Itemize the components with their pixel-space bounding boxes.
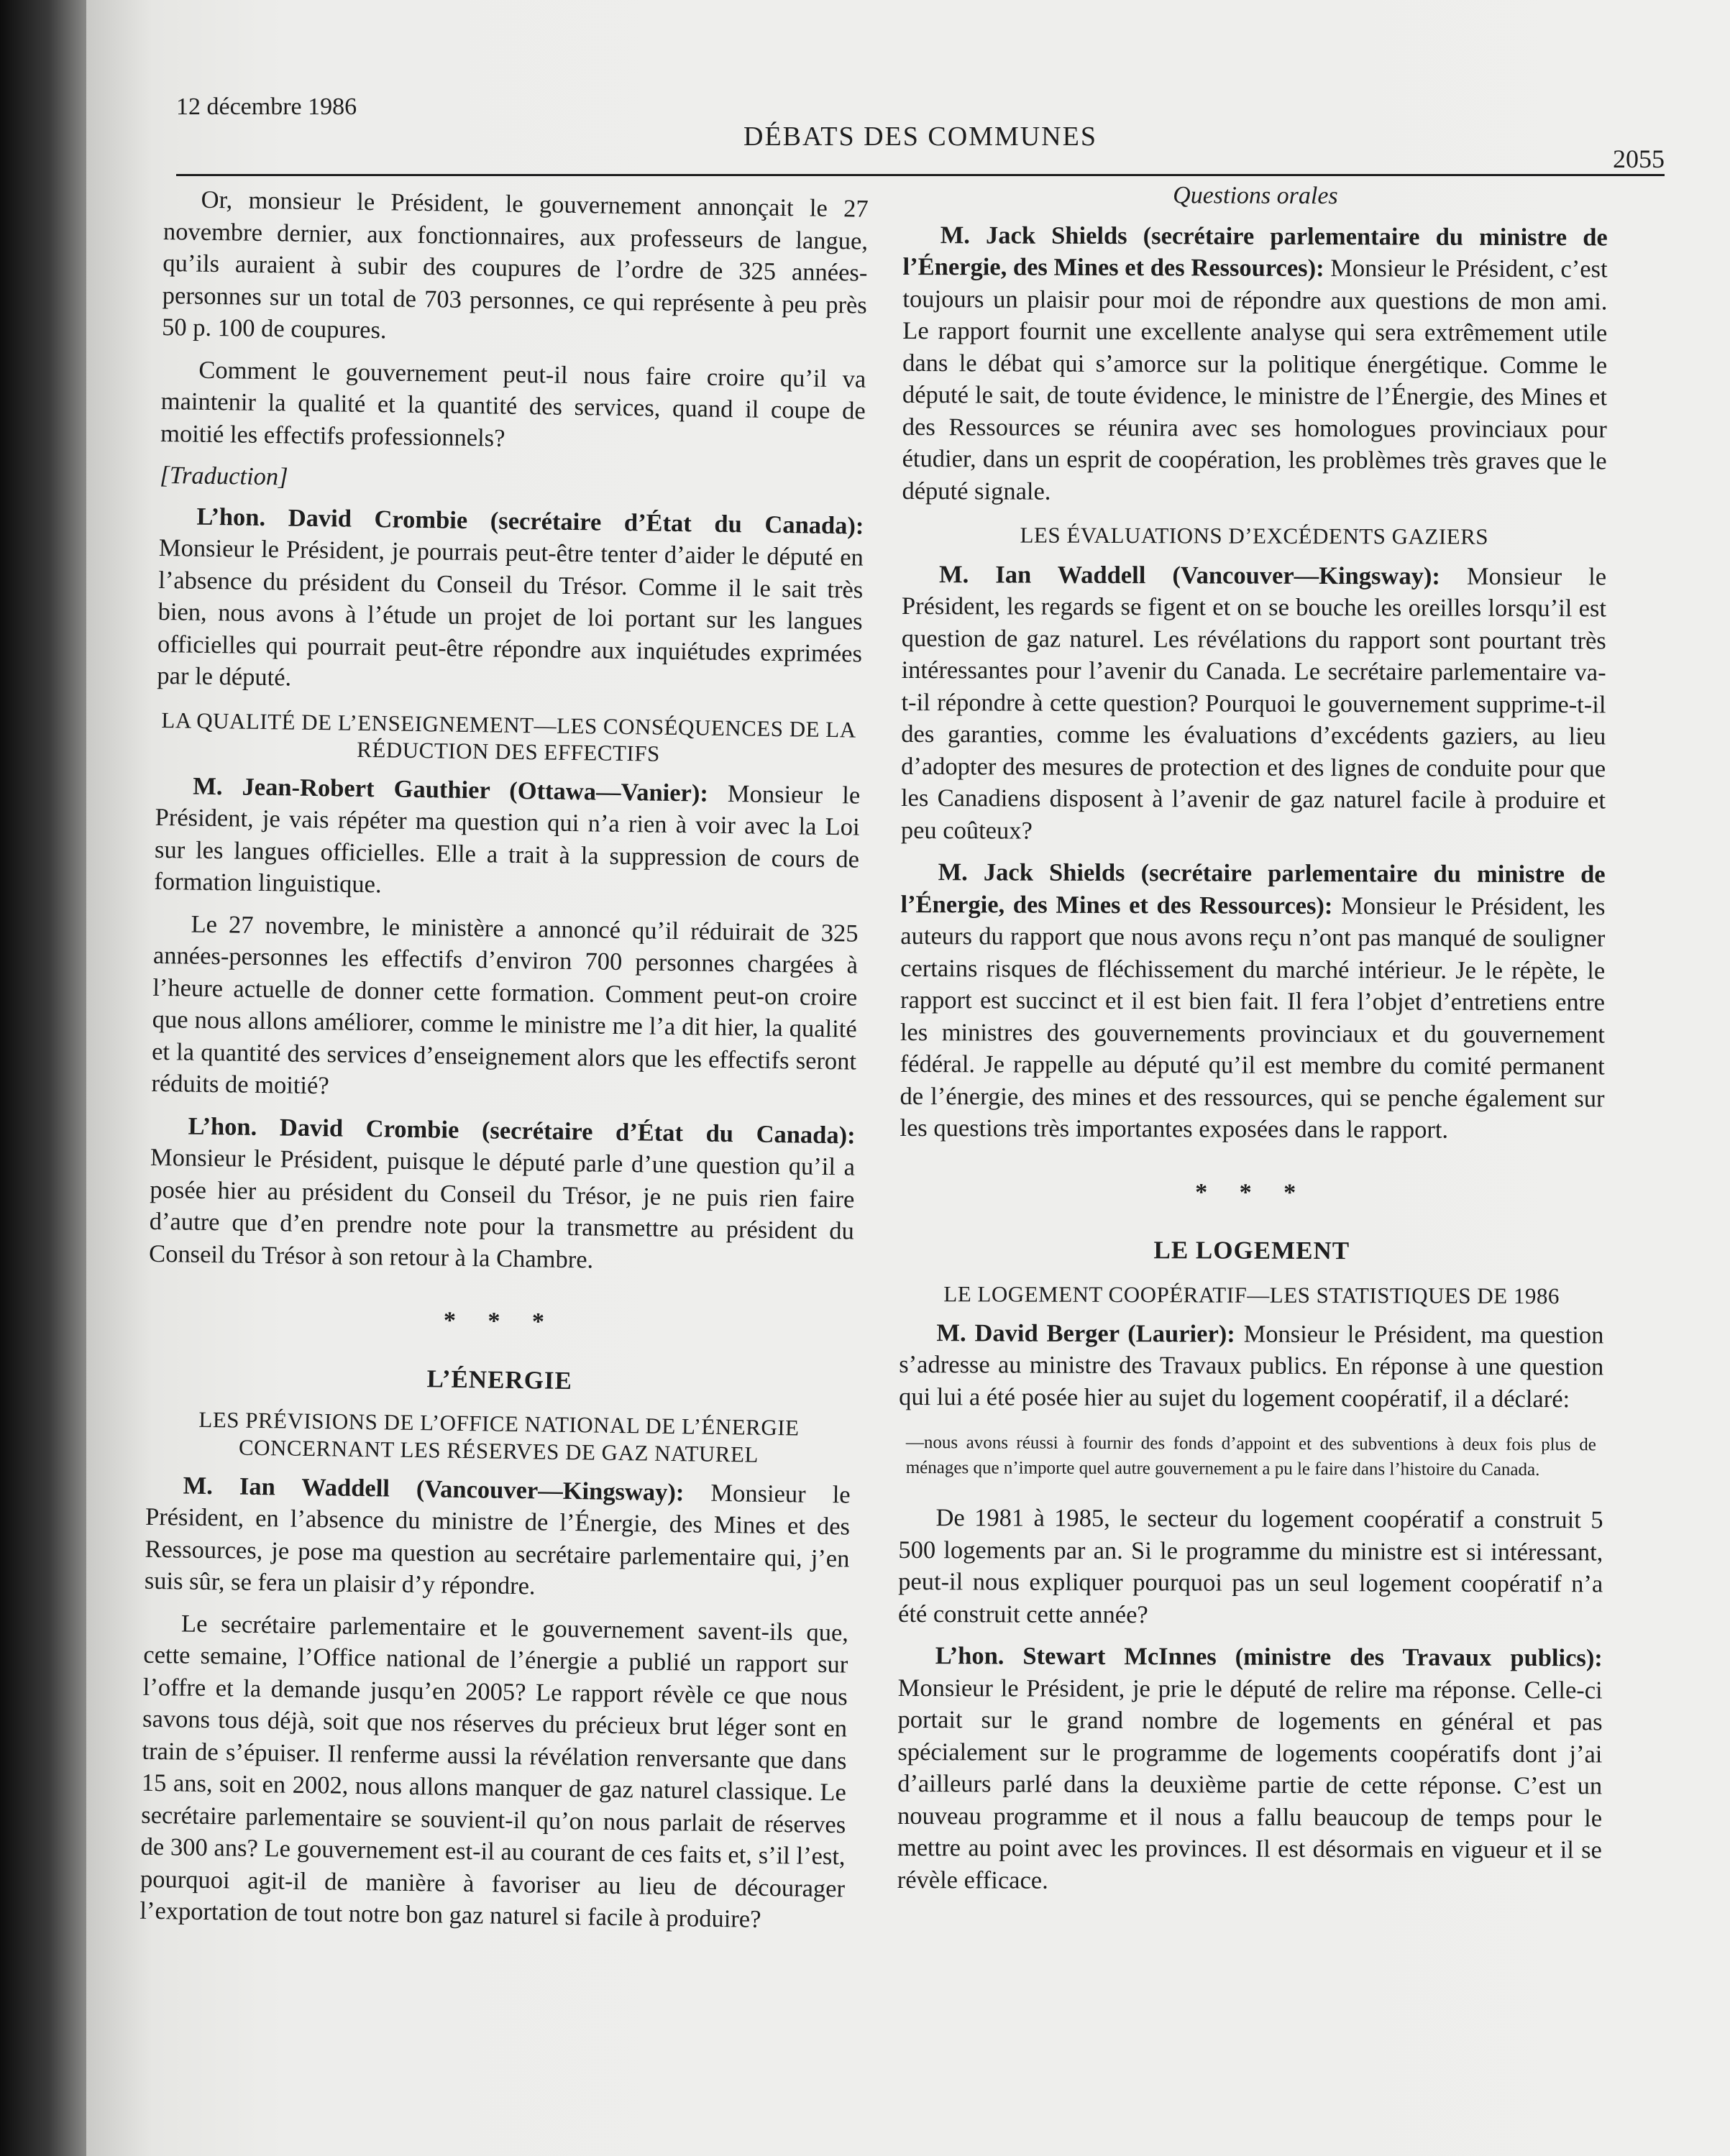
speech-text: Monsieur le Président, je pourrais peut-être tenter d’aider le député en l’absence du président du Conseil du Trésor. Comme il le sait très bien, nous avons à l’étude un projet de loi portant sur les langues officielles qui pourrait peut-être répondre aux inquiétudes exprimées par le député. xyxy=(157,533,864,692)
block-quote: —nous avons réussi à fournir des fonds d’appoint et des subventions à deux fois plus de ménages que n’importe quel autre gouvernement a pu le faire dans l’histoire du Canada. xyxy=(905,1433,1596,1480)
subheading: LES ÉVALUATIONS D’EXCÉDENTS GAZIERS xyxy=(1020,522,1489,550)
rubric-heading: L’ÉNERGIE xyxy=(426,1364,573,1395)
running-head: Questions orales xyxy=(1173,182,1338,210)
subheading: LE LOGEMENT COOPÉRATIF—LES STATISTIQUES DE 1986 xyxy=(943,1280,1560,1308)
speaker-name: M. Ian Waddell (Vancouver—Kingsway): xyxy=(939,560,1440,590)
speaker-name: L’hon. David Crombie (secrétaire d’État du Canada): xyxy=(188,1112,856,1150)
speech-text: Monsieur le Président, je prie le député de relire ma réponse. Celle-ci portait sur le grand nombre de logements en général et pas spécialement sur le programme de logements coopératifs dont j’ai d’ailleurs parlé dans la deuxième partie de cette réponse. C’est un nouveau programme et il nous a fallu beaucoup de temps pour le mettre au point avec les provinces. Il est désormais en vigueur et il se révèle efficace. xyxy=(897,1674,1603,1894)
speaker-name: M. Jack Shields (secrétaire parlementaire du ministre de l’Énergie, des Mines et des Ressources): xyxy=(902,221,1608,283)
subheading: LA QUALITÉ DE L’ENSEIGNEMENT—LES CONSÉQUENCES DE LA RÉDUCTION DES EFFECTIFS xyxy=(161,707,856,766)
speech-paragraph xyxy=(157,500,864,702)
left-column xyxy=(139,183,869,1947)
paragraph: Comment le gouvernement peut-il nous faire croire qu’il va maintenir la qualité et la quantité des services, quand il coupe de moitié les effectifs professionnels? xyxy=(160,356,866,452)
speech-text: Monsieur le Président, les auteurs du rapport que nous avons reçu n’ont pas manqué de souligner certains risques de fléchissement du marché intérieur. Je le répète, le rapport est succinct et il est bien fait. Il fera l’objet d’entretiens entre les ministres des gouvernements provinciaux et du gouvernement fédéral. Je rappelle au député qu’il est membre du comité permanent de l’énergie, des mines et des ressources, qui se penche également sur les questions très importantes exposées dans le rapport. xyxy=(900,891,1606,1144)
header-date: 12 décembre 1986 xyxy=(176,93,357,120)
speaker-name: L’hon. Stewart McInnes (ministre des Travaux publics): xyxy=(935,1642,1603,1672)
page-header xyxy=(176,93,1665,173)
header-rule xyxy=(176,174,1665,176)
speech-text: Monsieur le Président, ma question s’adresse au ministre des Travaux publics. En réponse à une question qui lui a été posée hier au sujet du logement coopératif, il a déclaré: xyxy=(899,1320,1604,1413)
speech-paragraph xyxy=(902,219,1607,510)
speech-text: Monsieur le Président, puisque le député parle d’une question qu’il a posée hier au président du Conseil du Trésor, je ne puis rien faire d’autre que d’en prendre note pour la transmettre au président du Conseil du Trésor à son retour à la Chambre. xyxy=(148,1144,856,1274)
rubric-heading: LE LOGEMENT xyxy=(1153,1236,1350,1265)
speech-paragraph xyxy=(900,856,1605,1147)
speaker-name: M. Jean-Robert Gauthier (Ottawa—Vanier): xyxy=(193,772,709,807)
speech-paragraph xyxy=(897,1640,1603,1898)
paragraph: De 1981 à 1985, le secteur du logement coopératif a construit 5 500 logements par an. Si le programme du ministre est si intéressant, peut-il nous expliquer pourquoi pas un seul logement coopératif n’a été construit cette année? xyxy=(897,1504,1603,1628)
section-separator: * * * xyxy=(443,1307,558,1336)
speaker-name: M. David Berger (Laurier): xyxy=(936,1318,1235,1348)
speech-paragraph xyxy=(154,770,860,908)
right-column xyxy=(897,183,1608,1909)
speech-paragraph xyxy=(145,1469,851,1607)
speech-text: Monsieur le Président, c’est toujours un plaisir pour moi de répondre aux questions de mon ami. Le rapport fournit une excellente analyse qui sera extrêmement utile dans le débat qui s’amorce sur la politique énergétique. Comme le député le sait, de toute évidence, le ministre de l’Énergie, des Mines et des Ressources se réunira avec ses homologues provinciaux pour étudier, dans un esprit de coopération, les problèmes très graves que le député signale. xyxy=(902,254,1608,505)
speaker-name: L’hon. David Crombie (secrétaire d’État du Canada): xyxy=(196,503,864,540)
subheading: LES PRÉVISIONS DE L’OFFICE NATIONAL DE L’ÉNERGIE CONCERNANT LES RÉSERVES DE GAZ NATUREL xyxy=(198,1407,800,1467)
speech-paragraph xyxy=(149,1110,856,1280)
speech-text: Monsieur le Président, les regards se figent et on se bouche les oreilles lorsqu’il est question de gaz naturel. Les révélations du rapport sont pourtant très intéressantes pour l’avenir du Canada. Le secrétaire parlementaire va-t-il répondre à cette question? Pourquoi le gouvernement supprime-t-il des garanties, comme les évaluations d’excédents gaziers, au lieu d’adopter des mesures de protection et des lignes de conduite pour que les Canadiens disposent à l’avenir de gaz naturel facile à produire et peu coûteux? xyxy=(900,562,1607,845)
speaker-name: M. Ian Waddell (Vancouver—Kingsway): xyxy=(183,1472,685,1507)
speech-text: Monsieur le Président, je vais répéter ma question qui n’a rien à voir avec la Loi sur les langues officielles. Elle a trait à la suppression de cours de formation linguistique. xyxy=(154,779,861,899)
section-separator: * * * xyxy=(1195,1178,1309,1206)
header-title: DÉBATS DES COMMUNES xyxy=(743,121,1097,152)
speech-text: Monsieur le Président, en l’absence du ministre de l’Énergie, des Mines et des Ressources, je pose ma question au secrétaire parlementaire qui, j’en suis sûr, se fera un plaisir d’y répondre. xyxy=(144,1479,851,1600)
translation-marker: [Traduction] xyxy=(160,461,288,491)
speaker-name: M. Jack Shields (secrétaire parlementaire du ministre de l’Énergie, des Mines et des Ressources): xyxy=(900,858,1606,919)
speech-paragraph xyxy=(901,559,1606,849)
paragraph: Or, monsieur le Président, le gouvernement annonçait le 27 novembre dernier, aux fonctionnaires, aux professeurs de langue, qu’ils auraient à subir des coupures de l’ordre de 325 années-personnes sur un total de 703 personnes, ce qui représente à peu près 50 p. 100 de coupures. xyxy=(161,185,869,344)
paragraph: Le secrétaire parlementaire et le gouvernement savent-ils que, cette semaine, l’Office national de l’énergie a publié un rapport sur l’offre et la demande jusqu’en 2005? Le rapport révèle ce que nous savons tous déjà, soit que nos réserves du précieux brut léger sont en train de s’épuiser. Il renferme aussi la révélation renversante que dans 15 ans, soit en 2002, nous allons manquer de gaz naturel classique. Le secrétaire parlementaire se souvient-il qu’on nous parlait de réserves de 300 ans? Le gouvernement est-il au courant de ces faits et, s’il l’est, pourquoi agit-il de manière à favoriser au lieu de décourager l’exportation de tout notre bon gaz naturel si facile à produire? xyxy=(139,1610,849,1934)
page-number: 2055 xyxy=(1613,145,1665,173)
paragraph: Le 27 novembre, le ministère a annoncé qu’il réduirait de 325 années-personnes les effectifs d’environ 700 personnes chargées à l’heure actuelle de donner cette formation. Comment peut-on croire que nous allons améliorer, comme le ministre me l’a dit hier, la qualité et la quantité des services d’enseignement alors que les effectifs seront réduits de moitié? xyxy=(151,910,859,1100)
speech-paragraph xyxy=(899,1317,1603,1416)
